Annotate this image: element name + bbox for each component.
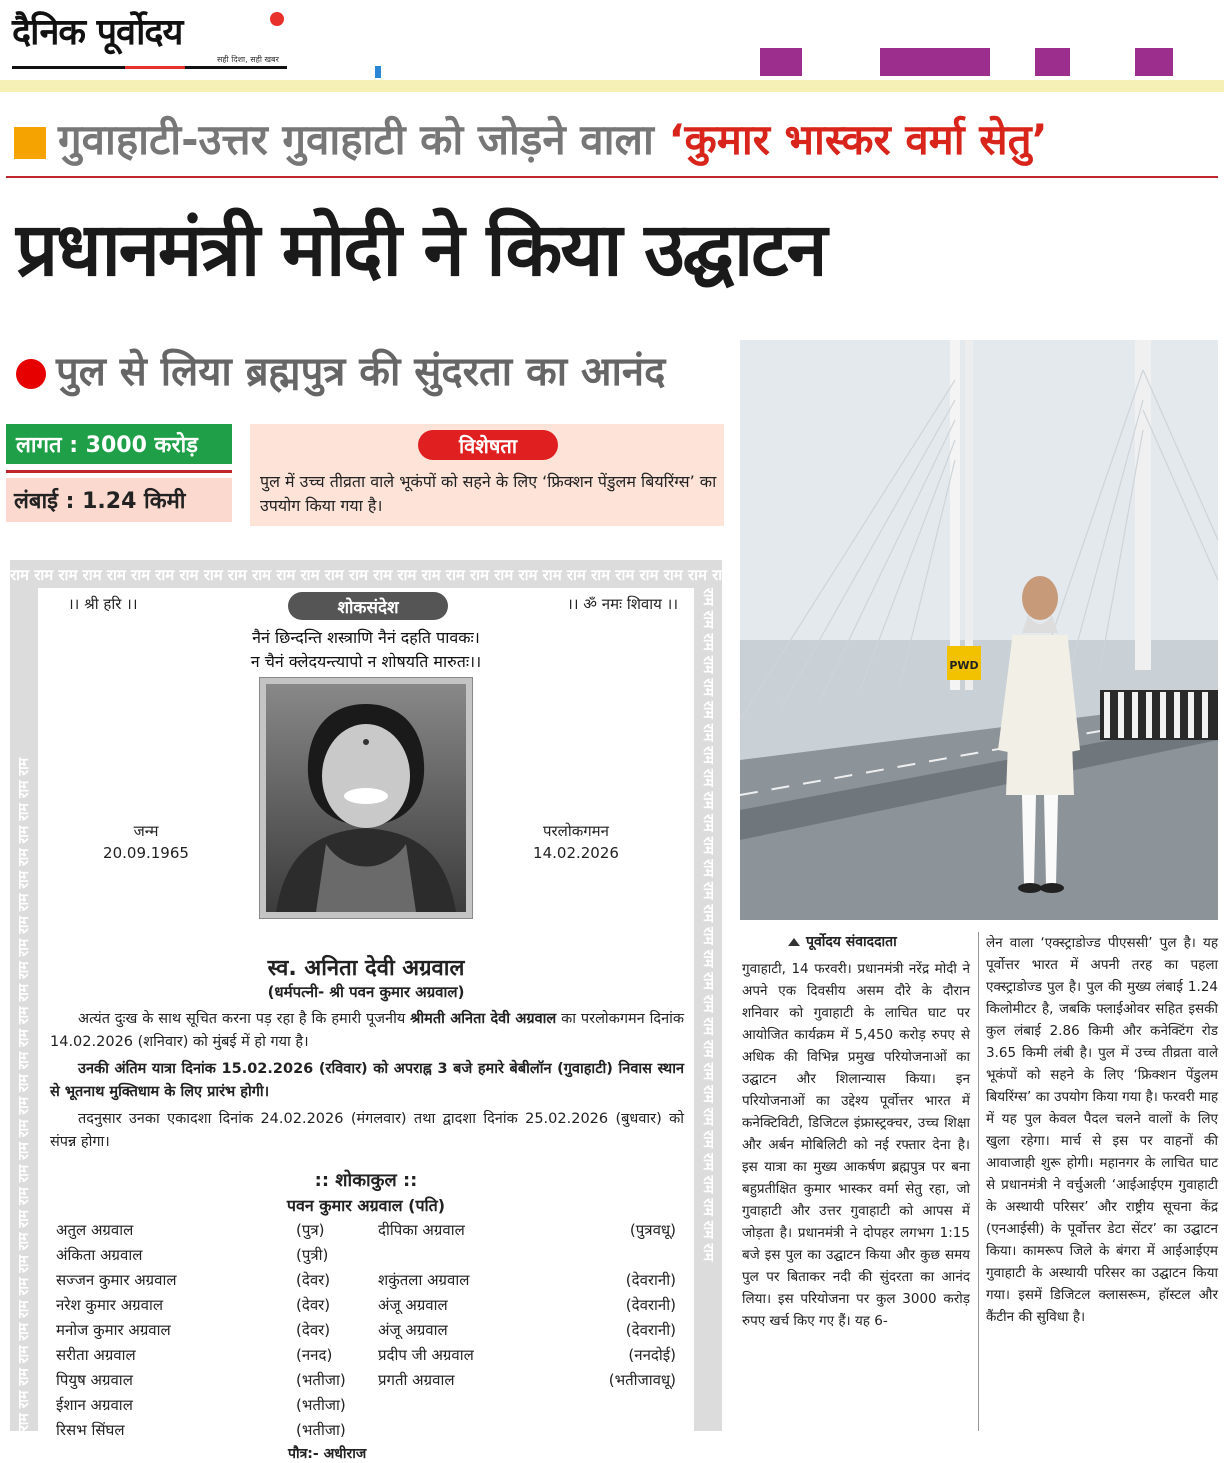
- headline: प्रधानमंत्री मोदी ने किया उद्घाटन: [16, 207, 826, 293]
- relative-relation: (देवर): [296, 1271, 331, 1289]
- death-date: 14.02.2026: [533, 844, 619, 862]
- relative-name: पियुष अग्रवाल: [56, 1371, 133, 1389]
- relative-row: [56, 1345, 676, 1370]
- om-namah-shivay: ।। ॐ नमः शिवाय ।।: [567, 595, 678, 613]
- relative-name: अंजू अग्रवाल: [378, 1296, 448, 1314]
- relative-row: [56, 1295, 676, 1320]
- relative-relation: (ननद): [296, 1346, 333, 1364]
- relative-name: ईशान अग्रवाल: [56, 1396, 133, 1414]
- feature-text: पुल में उच्च तीव्रता वाले भूकंपों को सहने के लिए ‘फ्रिक्शन पेंडुलम बियरिंग्स’ का उपयोग किया गया है।: [260, 472, 717, 515]
- article-column-1: गुवाहाटी, 14 फरवरी। प्रधानमंत्री नरेंद्र मोदी ने अपने एक दिवसीय असम दौरे के दौरान शनिवार को गुवाहाटी के लाचित घाट पर आयोजित कार्यक्रम में 5,450 करोड़ रुपए से अधिक की विभिन्न प्रमुख परियोजनाओं का उद्घाटन और शिलान्यास किया। इन परियोजनाओं का उद्देश्य पूर्वोत्तर भारत में कनेक्टिविटी, डिजिटल इंफ्रास्ट्रक्चर, उच्च शिक्षा और अर्बन मोबिलिटी को नई रफ्तार देना है। इस यात्रा का मुख्य आकर्षण ब्रह्मपुत्र पर बना बहुप्रतीक्षित कुमार भास्कर वर्मा सेतु रहा, जो गुवाहाटी और उत्तर गुवाहाटी को आपस में जोड़ता है। प्रधानमंत्री ने दोपहर लगभग 1:15 बजे इस पुल का उद्घाटन किया और कुछ समय पुल पर बिताकर नदी की सुंदरता का आनंद लिया। इस परियोजना पर कुल 3000 करोड़ रुपए खर्च किए गए हैं। यह 6-: [742, 961, 970, 1329]
- relative-row: [56, 1320, 676, 1345]
- relative-relation: (देवर): [296, 1321, 331, 1339]
- relative-name: सज्जन कुमार अग्रवाल: [56, 1271, 177, 1289]
- red-dot-icon: [16, 359, 46, 389]
- birth-date: 20.09.1965: [103, 844, 189, 862]
- stat-rule: [6, 470, 232, 473]
- relative-relation: (देवरानी): [625, 1296, 676, 1314]
- kicker: [14, 110, 1214, 170]
- masthead-tagline: सही दिशा, सही खबर: [217, 55, 279, 64]
- relative-relation: (पुत्री): [296, 1246, 329, 1264]
- obituary-paragraph-2: उनकी अंतिम यात्रा दिनांक 15.02.2026 (रविवार) को अपराह्न 3 बजे हमारे बेबीलॉन (गुवाहाटी) निवास स्थान से भूतनाथ मुक्तिधाम के लिए प्रारंभ होगी।: [50, 1061, 684, 1100]
- relative-relation: (ननदोई): [628, 1346, 676, 1364]
- column-rule: [978, 932, 979, 1431]
- shokakul-husband: पवन कुमार अग्रवाल (पति): [286, 1196, 446, 1215]
- relative-relation: (पुत्र): [296, 1221, 325, 1239]
- relative-relation: (देवरानी): [625, 1321, 676, 1339]
- relative-row: [56, 1420, 676, 1445]
- masthead: [12, 6, 287, 70]
- masthead-rule-accent: [125, 66, 185, 69]
- header-band: [0, 80, 1224, 92]
- birth-block: [66, 820, 226, 864]
- ram-border-top: राम राम राम राम राम राम राम राम राम राम राम राम राम राम राम राम राम राम राम राम राम राम राम राम राम राम राम राम राम राम: [10, 566, 732, 584]
- relative-name: सरीता अग्रवाल: [56, 1346, 136, 1364]
- death-block: [496, 820, 656, 864]
- relative-name: दीपिका अग्रवाल: [378, 1221, 465, 1239]
- relative-relation: (देवर): [296, 1296, 331, 1314]
- relative-row: [56, 1370, 676, 1395]
- feature-box: [250, 424, 724, 526]
- relative-name: प्रदीप जी अग्रवाल: [378, 1346, 474, 1364]
- feature-badge: विशेषता: [418, 430, 558, 460]
- obituary-title: शोकसंदेश: [288, 592, 448, 620]
- article-column-2: लेन वाला ‘एक्स्ट्राडोज्ड पीएससी’ पुल है। यह पूर्वोत्तर भारत में अपनी तरह का पहला एक्स्ट्राडोज्ड पुल है। पुल की मुख्य लंबाई 1.24 किलोमीटर है, जबकि फ्लाईओवर सहित इसकी कुल लंबाई 2.86 किमी और कनेक्टिंग रोड 3.65 किमी लंबी है। पुल में उच्च तीव्रता वाले भूकंपों को सहने के लिए ‘फ्रिक्शन पेंडुलम बियरिंग्स’ का उपयोग किया गया है। फरवरी माह में यह पुल केवल पैदल चलने वालों के लिए खुला रहेगा। मार्च से इस पर वाहनों की आवाजाही शुरू होगी। महानगर के लाचित घाट से प्रधानमंत्री ने वर्चुअली ‘आईआईएम गुवाहाटी के अस्थायी परिसर’ और राष्ट्रीय सूचना केंद्र (एनआईसी) के पूर्वोत्तर डेटा सेंटर’ का उद्घाटन किया। कामरूप जिले के बंगरा में आईआईएम गुवाहाटी के अस्थायी परिसर का उद्घाटन किया गया। इसमें डिजिटल क्लासरूम, हॉस्टल और कैंटीन की सुविधा है।: [986, 935, 1218, 1325]
- relative-name: अंकिता अग्रवाल: [56, 1246, 143, 1264]
- triangle-icon: [788, 938, 800, 946]
- relative-name: नरेश कुमार अग्रवाल: [56, 1296, 164, 1314]
- obituary-notice: [10, 560, 732, 1462]
- pautra-line: पौत्र:- अधीराज: [288, 1446, 367, 1462]
- shri-hari: ।। श्री हरि ।।: [68, 595, 138, 613]
- relative-relation: (भतीजा): [296, 1421, 346, 1439]
- relative-name: मनोज कुमार अग्रवाल: [56, 1321, 171, 1339]
- masthead-name: दैनिक पूर्वोदय: [12, 11, 183, 53]
- subhead-text: पुल से लिया ब्रह्मपुत्र की सुंदरता का आनंद: [56, 349, 666, 395]
- death-label: परलोकगमन: [543, 822, 609, 840]
- relative-row: [56, 1220, 676, 1245]
- masthead-dot: [270, 12, 284, 26]
- shloka-line-1: नैनं छिन्दन्ति शस्त्राणि नैनं दहति पावकः।: [252, 628, 480, 647]
- square-bullet-icon: [14, 127, 46, 159]
- obituary-paragraph-3: तदनुसार उनका एकादशा दिनांक 24.02.2026 (मंगलवार) तथा द्वादशा दिनांक 25.02.2026 (बुधवार) को संपन्न होगा।: [50, 1111, 684, 1150]
- relative-name: प्रगती अग्रवाल: [378, 1371, 455, 1389]
- blue-mark: [375, 66, 381, 78]
- relatives-list: [56, 1220, 676, 1445]
- relative-row: [56, 1270, 676, 1295]
- obituary-inner: [38, 588, 694, 1462]
- shokakul-title: :: शोकाकुल ::: [314, 1170, 418, 1191]
- ram-border-right: राम राम राम राम राम राम राम राम राम राम राम राम राम राम राम राम राम राम राम राम राम राम राम राम राम राम राम राम राम राम: [700, 588, 716, 1262]
- obituary-paragraph-1: अत्यंत दुःख के साथ सूचित करना पड़ रहा है कि हमारी पूजनीय श्रीमती अनिता देवी अग्रवाल का परलोकगमन दिनांक 14.02.2026 (शनिवार) को मुंबई में हो गया है।: [50, 1011, 685, 1050]
- shloka-line-2: न चैनं क्लेदयन्त्यापो न शोषयति मारुतः।।: [250, 652, 482, 671]
- cost-box: लागत : 3000 करोड़: [6, 424, 232, 464]
- deceased-name: स्व. अनिता देवी अग्रवाल: [267, 956, 465, 981]
- kicker-text: गुवाहाटी-उत्तर गुवाहाटी को जोड़ने वाला: [58, 115, 654, 164]
- relative-name: अंजू अग्रवाल: [378, 1321, 448, 1339]
- relative-relation: (पुत्रवधू): [629, 1221, 676, 1239]
- top-advert-strip: [760, 48, 1190, 78]
- birth-label: जन्म: [133, 822, 159, 840]
- ram-border-left: राम राम राम राम राम राम राम राम राम राम राम राम राम राम राम राम राम राम राम राम राम राम राम राम राम राम राम राम राम राम: [16, 757, 32, 1431]
- bridge-illustration: [740, 340, 1218, 920]
- relative-name: रिसभ सिंघल: [56, 1421, 125, 1439]
- relative-relation: (देवरानी): [625, 1271, 676, 1289]
- relative-row: [56, 1245, 676, 1270]
- bridge-photo: [740, 340, 1218, 920]
- relative-name: अतुल अग्रवाल: [56, 1221, 134, 1239]
- portrait-photo: [260, 678, 472, 918]
- relative-relation: (भतीजा): [296, 1396, 346, 1414]
- kicker-highlight: ‘कुमार भास्कर वर्मा सेतु’: [668, 115, 1048, 164]
- relative-name: शकुंतला अग्रवाल: [378, 1271, 470, 1289]
- relative-relation: (भतीजावधू): [608, 1371, 676, 1389]
- kicker-rule: [6, 176, 1218, 178]
- article-byline: पूर्वोदय संवाददाता: [788, 932, 897, 951]
- pwd-sign: PWD: [949, 659, 979, 672]
- relative-row: [56, 1395, 676, 1420]
- relative-relation: (भतीजा): [296, 1371, 346, 1389]
- length-box: लंबाई : 1.24 किमी: [6, 478, 232, 522]
- spouse-line: (धर्मपत्नी- श्री पवन कुमार अग्रवाल): [267, 983, 465, 1001]
